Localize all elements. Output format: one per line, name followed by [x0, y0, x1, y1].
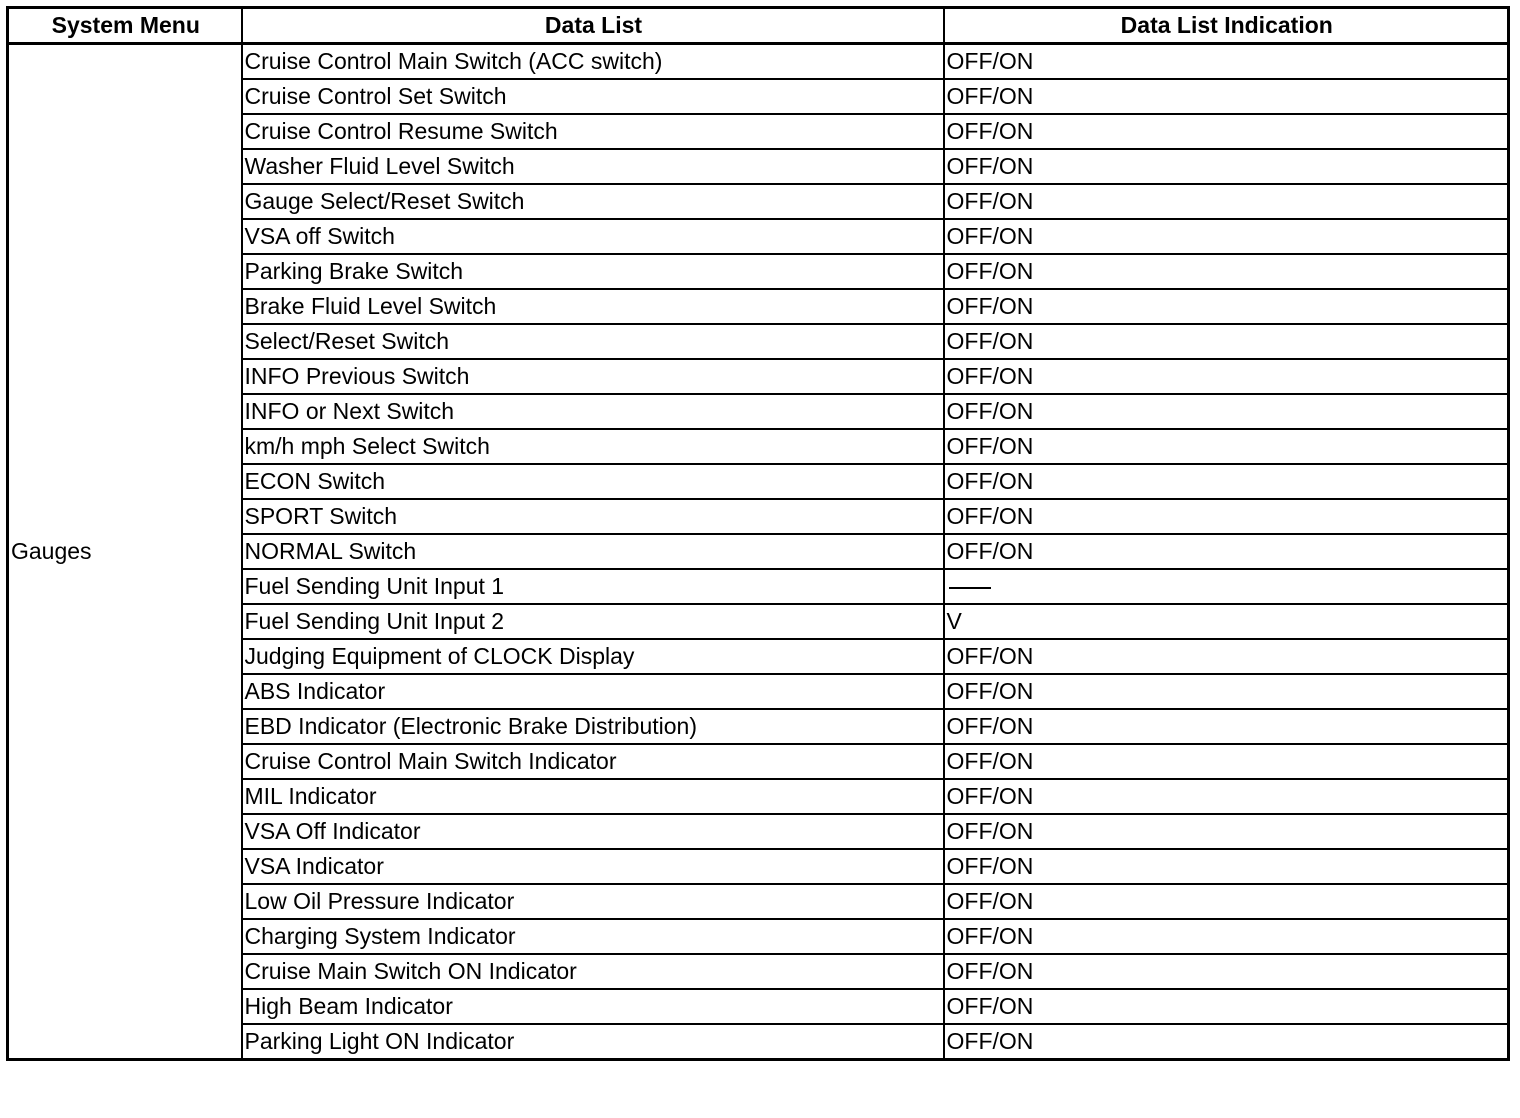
table-row — [8, 44, 1509, 80]
dash-value — [991, 570, 992, 571]
data-list-item: Parking Brake Switch — [242, 254, 944, 289]
data-list-indication: OFF/ON — [944, 639, 1509, 674]
header-data-list-indication: Data List Indication — [944, 8, 1509, 44]
table-header — [8, 8, 1509, 44]
data-list-item: Brake Fluid Level Switch — [242, 289, 944, 324]
data-list-item: Charging System Indicator — [242, 919, 944, 954]
data-list-item: VSA off Switch — [242, 219, 944, 254]
data-list-indication: OFF/ON — [944, 324, 1509, 359]
data-list-item: Fuel Sending Unit Input 1 — [242, 569, 944, 604]
system-menu-cell: Gauges — [8, 44, 242, 1060]
data-list-indication: OFF/ON — [944, 534, 1509, 569]
data-list-table — [6, 6, 1510, 1061]
data-list-indication: OFF/ON — [944, 709, 1509, 744]
data-list-indication: OFF/ON — [944, 149, 1509, 184]
data-list-item: SPORT Switch — [242, 499, 944, 534]
data-list-item: Gauge Select/Reset Switch — [242, 184, 944, 219]
data-list-item: Fuel Sending Unit Input 2 — [242, 604, 944, 639]
data-list-item: ECON Switch — [242, 464, 944, 499]
data-list-item: High Beam Indicator — [242, 989, 944, 1024]
data-list-indication: OFF/ON — [944, 394, 1509, 429]
data-list-indication: OFF/ON — [944, 359, 1509, 394]
table-body — [8, 44, 1509, 1060]
data-list-indication: OFF/ON — [944, 1024, 1509, 1060]
data-list-item: NORMAL Switch — [242, 534, 944, 569]
data-list-item: Cruise Control Main Switch (ACC switch) — [242, 44, 944, 80]
dash-mark — [949, 587, 991, 589]
data-list-indication: OFF/ON — [944, 814, 1509, 849]
data-list-indication: OFF/ON — [944, 779, 1509, 814]
data-list-indication: OFF/ON — [944, 849, 1509, 884]
data-list-indication: OFF/ON — [944, 499, 1509, 534]
data-list-item: Washer Fluid Level Switch — [242, 149, 944, 184]
data-list-item: VSA Off Indicator — [242, 814, 944, 849]
data-list-indication: OFF/ON — [944, 254, 1509, 289]
data-list-indication: OFF/ON — [944, 44, 1509, 80]
data-list-item: Low Oil Pressure Indicator — [242, 884, 944, 919]
data-list-indication: OFF/ON — [944, 464, 1509, 499]
data-list-item: ABS Indicator — [242, 674, 944, 709]
header-system-menu: System Menu — [8, 8, 242, 44]
data-list-indication: OFF/ON — [944, 184, 1509, 219]
data-list-indication: OFF/ON — [944, 954, 1509, 989]
data-list-indication: OFF/ON — [944, 289, 1509, 324]
data-list-indication — [944, 569, 1509, 604]
data-list-indication: OFF/ON — [944, 989, 1509, 1024]
data-list-item: Cruise Control Resume Switch — [242, 114, 944, 149]
data-list-item: EBD Indicator (Electronic Brake Distribution) — [242, 709, 944, 744]
data-list-indication: OFF/ON — [944, 219, 1509, 254]
data-list-indication: OFF/ON — [944, 79, 1509, 114]
data-list-item: Cruise Main Switch ON Indicator — [242, 954, 944, 989]
header-row — [8, 8, 1509, 44]
data-list-item: INFO Previous Switch — [242, 359, 944, 394]
data-list-indication: OFF/ON — [944, 884, 1509, 919]
data-list-item: Cruise Control Main Switch Indicator — [242, 744, 944, 779]
data-list-indication: OFF/ON — [944, 674, 1509, 709]
data-list-indication: OFF/ON — [944, 744, 1509, 779]
data-list-item: Select/Reset Switch — [242, 324, 944, 359]
header-data-list: Data List — [242, 8, 944, 44]
data-list-item: km/h mph Select Switch — [242, 429, 944, 464]
data-list-indication: OFF/ON — [944, 919, 1509, 954]
data-list-indication: V — [944, 604, 1509, 639]
data-list-item: VSA Indicator — [242, 849, 944, 884]
data-list-item: INFO or Next Switch — [242, 394, 944, 429]
data-list-indication: OFF/ON — [944, 114, 1509, 149]
data-list-item: Parking Light ON Indicator — [242, 1024, 944, 1060]
data-list-item: Cruise Control Set Switch — [242, 79, 944, 114]
data-list-item: Judging Equipment of CLOCK Display — [242, 639, 944, 674]
data-list-item: MIL Indicator — [242, 779, 944, 814]
data-list-indication: OFF/ON — [944, 429, 1509, 464]
